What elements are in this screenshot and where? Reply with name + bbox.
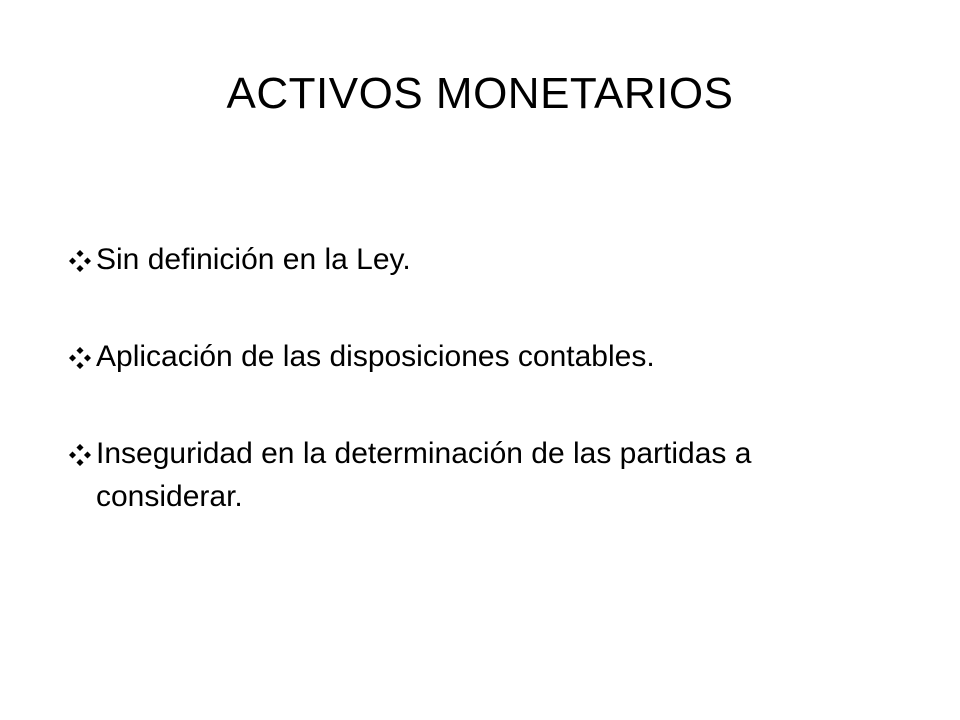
bullet-text: Sin definición en la Ley.: [96, 243, 411, 276]
diamond-bullet-icon: [69, 347, 91, 369]
diamond-bullet-icon: [69, 250, 91, 272]
diamond-bullet-icon: [69, 444, 91, 466]
bullet-list: [66, 238, 906, 572]
bullet-item: [66, 432, 906, 518]
slide-title: ACTIVOS MONETARIOS: [226, 69, 734, 118]
bullet-item: [66, 335, 906, 378]
bullet-text: Aplicación de las disposiciones contables.: [96, 340, 655, 373]
bullet-text: Inseguridad en la determinación de las partidas a considerar.: [96, 437, 752, 513]
bullet-item: [66, 238, 906, 281]
